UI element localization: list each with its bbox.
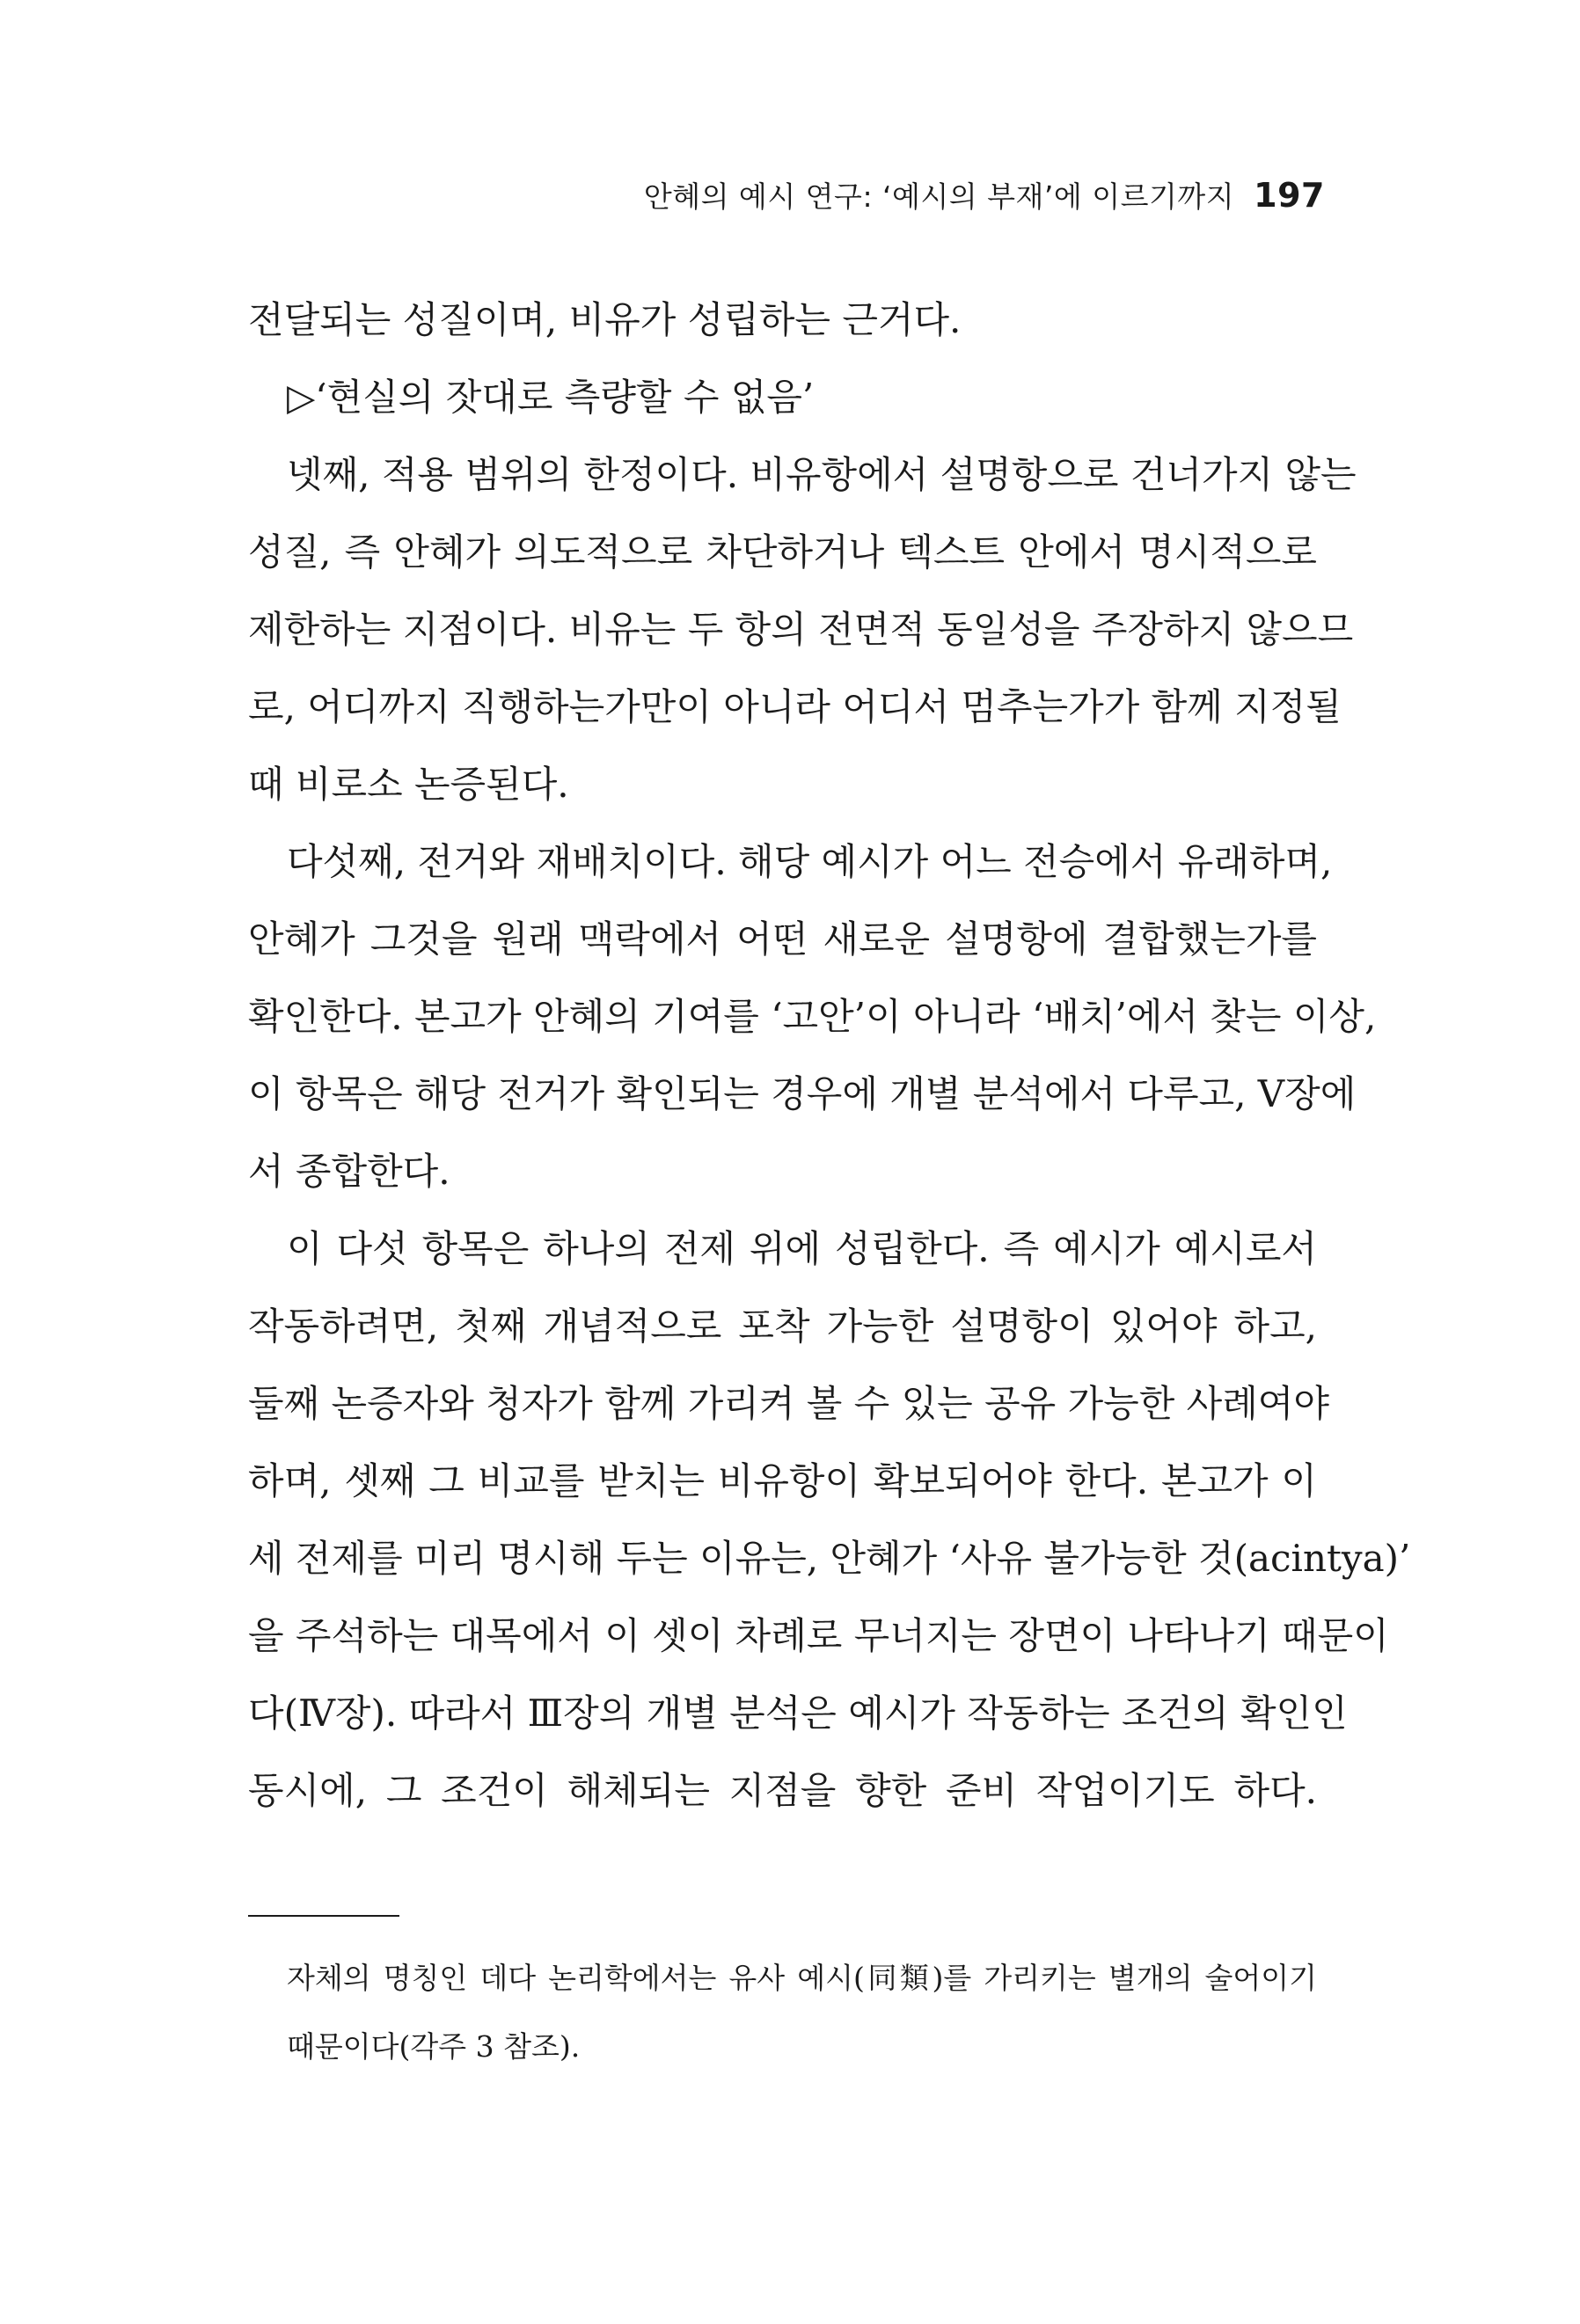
text-line: 때 비로소 논증된다. [248, 763, 569, 806]
page-number: 197 [1254, 176, 1325, 215]
text-line: 다섯째, 전거와 재배치이다. 해당 예시가 어느 전승에서 유래하며, [287, 840, 1333, 883]
text-line: 확인한다. 본고가 안혜의 기여를 ‘고안’이 아니라 ‘배치’에서 찾는 이상, [248, 995, 1377, 1038]
text-line: 서 종합한다. [248, 1150, 450, 1193]
footnote [287, 1957, 1317, 2094]
text-line: 둘째 논증자와 청자가 함께 가리켜 볼 수 있는 공유 가능한 사례여야 [248, 1382, 1329, 1425]
body-text [248, 281, 1411, 1830]
footnote-line: 때문이다(각주 3 참조). [287, 2029, 581, 2064]
running-title: 안혜의 예시 연구: ‘예시의 부재’에 이르기까지 [643, 179, 1235, 214]
footnote-divider [248, 1915, 399, 1917]
text-line: 제한하는 지점이다. 비유는 두 항의 전면적 동일성을 주장하지 않으므 [248, 608, 1354, 651]
text-line: 하며, 셋째 그 비교를 받치는 비유항이 확보되어야 한다. 본고가 이 [248, 1459, 1317, 1502]
footnote-line: 자체의 명칭인 데다 논리학에서는 유사 예시(同類)를 가리키는 별개의 술어이기 [287, 1961, 1317, 1995]
text-line: 동시에, 그 조건이 해체되는 지점을 향한 준비 작업이기도 하다. [248, 1769, 1317, 1812]
text-line: 넷째, 적용 범위의 한정이다. 비유항에서 설명항으로 건너가지 않는 [287, 453, 1357, 496]
text-line: 이 항목은 해당 전거가 확인되는 경우에 개별 분석에서 다루고, Ⅴ장에 [248, 1072, 1357, 1115]
text-line: 이 다섯 항목은 하나의 전제 위에 성립한다. 즉 예시가 예시로서 [287, 1227, 1317, 1270]
subheading-line: ▷‘현실의 잣대로 측량할 수 없음’ [287, 376, 815, 419]
text-line: 안혜가 그것을 원래 맥락에서 어떤 새로운 설명항에 결합했는가를 [248, 917, 1317, 961]
text-line: 성질, 즉 안혜가 의도적으로 차단하거나 텍스트 안에서 명시적으로 [248, 530, 1317, 574]
text-line: 로, 어디까지 직행하는가만이 아니라 어디서 멈추는가가 함께 지정될 [248, 685, 1342, 728]
text-line: 다(Ⅳ장). 따라서 Ⅲ장의 개별 분석은 예시가 작동하는 조건의 확인인 [248, 1692, 1348, 1735]
text-line: 작동하려면, 첫째 개념적으로 포착 가능한 설명항이 있어야 하고, [248, 1305, 1317, 1348]
text-line: 을 주석하는 대목에서 이 셋이 차례로 무너지는 장면이 나타나기 때문이 [248, 1614, 1389, 1657]
running-header [644, 174, 1325, 216]
text-line: 세 전제를 미리 명시해 두는 이유는, 안혜가 ‘사유 불가능한 것(acintya)’ [248, 1537, 1411, 1580]
text-line: 전달되는 성질이며, 비유가 성립하는 근거다. [248, 298, 962, 341]
